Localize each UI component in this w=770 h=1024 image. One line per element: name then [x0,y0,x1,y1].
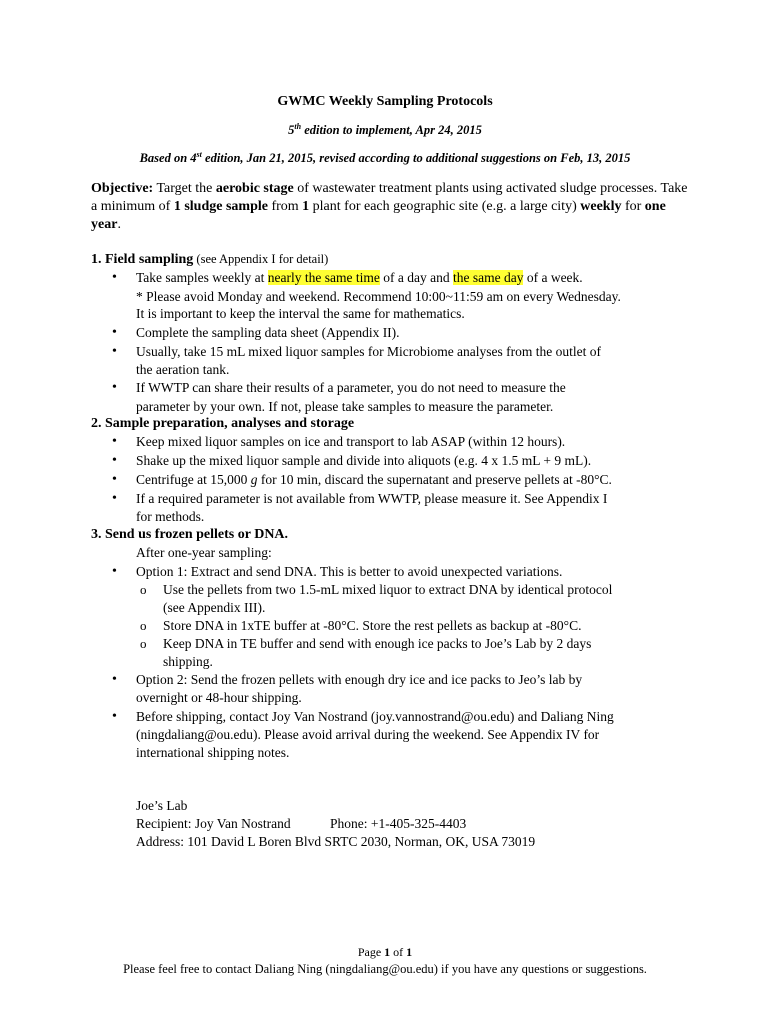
page-current: 1 [384,945,391,959]
based-on-line [0,151,770,166]
list-item: Complete the sampling data sheet (Appendix II). [136,325,400,340]
sub-list-item: Keep DNA in TE buffer and send with enough ice packs to Joe’s Lab by 2 days [163,636,592,651]
sub-bullet-icon: o [140,618,147,633]
page-number [0,945,770,960]
sub-list-item-continuation: (see Appendix III). [163,600,266,615]
list-item: Option 2: Send the frozen pellets with enough dry ice and ice packs to Jeo’s lab by [136,672,583,687]
list-item-continuation: the aeration tank. [136,362,230,377]
italic-g: g [250,472,258,487]
based-text: edition, Jan 21, 2015, revised according to additional suggestions on Feb, 13, 2015 [201,151,631,165]
bullet-icon: • [112,344,117,359]
section-1-title: 1. Field sampling [91,252,194,267]
page-total: 1 [406,945,413,959]
objective-text: for [621,199,645,214]
address-line: Address: 101 David L Boren Blvd SRTC 2030, Norman, OK, USA 73019 [136,834,536,849]
list-text: of a week. [523,270,583,285]
objective-paragraph [91,180,691,234]
edition-text: edition to implement, Apr 24, 2015 [301,123,482,137]
sub-list-item: Use the pellets from two 1.5-mL mixed liquor to extract DNA by identical protocol [163,582,613,597]
sub-list-item: Store DNA in 1xTE buffer at -80°C. Store the rest pellets as backup at -80°C. [163,618,582,633]
objective-bold: 1 sludge sample [173,199,268,214]
section-1-note: (see Appendix I for detail) [193,252,329,266]
based-number: Based on 4 [139,151,197,165]
list-item-continuation: It is important to keep the interval the same for mathematics. [136,306,465,321]
list-item: If WWTP can share their results of a parameter, you do not need to measure the [136,380,566,395]
section-1-heading [91,252,328,268]
bullet-icon: • [112,672,117,687]
bullet-icon: • [112,564,117,579]
list-item: Keep mixed liquor samples on ice and transport to lab ASAP (within 12 hours). [136,434,566,449]
edition-number: 5 [288,123,295,137]
list-item: Usually, take 15 mL mixed liquor samples for Microbiome analyses from the outlet of [136,344,602,359]
objective-label: Objective: [91,181,154,196]
page-text: of [390,945,407,959]
bullet-icon: • [112,472,117,487]
list-item-continuation: international shipping notes. [136,745,290,760]
objective-text: Target the [153,181,216,196]
bullet-icon: • [112,325,117,340]
list-item-continuation: * Please avoid Monday and weekend. Recommend 10:00~11:59 am on every Wednesday. [136,289,621,304]
page-text: Page [357,945,385,959]
footer-note: Please feel free to contact Daliang Ning (ningdaliang@ou.edu) if you have any questions or suggestions. [123,962,647,976]
list-item: Option 1: Extract and send DNA. This is better to avoid unexpected variations. [136,564,563,579]
highlight-text: nearly the same time [267,270,380,285]
objective-text: plant for each geographic site (e.g. a large city) [309,199,581,214]
list-item: If a required parameter is not available from WWTP, please measure it. See Appendix I [136,491,608,506]
list-item-continuation: (ningdaliang@ou.edu). Please avoid arrival during the weekend. See Appendix IV for [136,727,600,742]
sub-bullet-icon: o [140,636,147,651]
list-item-continuation: for methods. [136,509,205,524]
objective-text: from [267,199,303,214]
list-item [136,472,612,488]
section-3-intro: After one-year sampling: [136,545,272,560]
section-2-heading: 2. Sample preparation, analyses and storage [91,416,355,431]
sub-bullet-icon: o [140,582,147,597]
objective-text: . [117,217,121,232]
objective-bold: one year [91,199,666,232]
document-title: GWMC Weekly Sampling Protocols [277,94,493,109]
section-3-heading: 3. Send us frozen pellets or DNA. [91,527,289,542]
objective-bold: 1 [302,199,310,214]
lab-name: Joe’s Lab [136,798,188,813]
list-item: Shake up the mixed liquor sample and divide into aliquots (e.g. 4 x 1.5 mL + 9 mL). [136,453,592,468]
objective-text: of wastewater treatment plants using activated sludge processes. Take a minimum of [91,181,688,214]
bullet-icon: • [112,380,117,395]
sub-list-item-continuation: shipping. [163,654,213,669]
phone-line: Phone: +1-405-325-4403 [330,816,467,831]
list-item-continuation: overnight or 48-hour shipping. [136,690,302,705]
recipient-line: Recipient: Joy Van Nostrand [136,816,291,831]
bullet-icon: • [112,709,117,724]
objective-bold: aerobic stage [215,181,294,196]
bullet-icon: • [112,270,117,285]
list-item [136,270,583,286]
list-text: for 10 min, discard the supernatant and preserve pellets at -80°C. [257,472,612,487]
list-text: Take samples weekly at [136,270,268,285]
highlight-text: the same day [452,270,524,285]
list-text: of a day and [379,270,453,285]
list-item: Before shipping, contact Joy Van Nostrand (joy.vannostrand@ou.edu) and Daliang Ning [136,709,614,724]
based-suffix: st [196,150,202,159]
bullet-icon: • [112,453,117,468]
bullet-icon: • [112,434,117,449]
objective-bold: weekly [580,199,622,214]
bullet-icon: • [112,491,117,506]
edition-suffix: th [294,122,302,131]
list-item-continuation: parameter by your own. If not, please take samples to measure the parameter. [136,399,554,414]
edition-line [0,123,770,138]
list-text: Centrifuge at 15,000 [136,472,251,487]
